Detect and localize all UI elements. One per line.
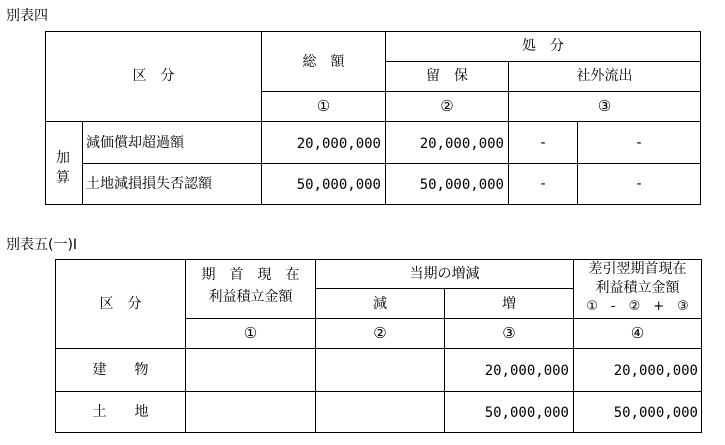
table5-header-category: 区 分 <box>99 296 142 312</box>
table4-header-num3: ③ <box>597 97 612 115</box>
table5-header-opening-line2: 利益積立金額 <box>208 289 293 305</box>
table5-header-change: 当期の増減 <box>409 266 480 282</box>
outflow-value: - <box>540 135 546 151</box>
table4-header-disposal: 処 分 <box>522 38 564 54</box>
outflow-value: - <box>636 135 642 151</box>
table4-header-category: 区 分 <box>132 68 175 84</box>
row-label: 減価償却超過額 <box>86 135 184 151</box>
table4-header-outflow: 社外流出 <box>576 68 633 84</box>
table5-header-num3: ③ <box>502 324 516 342</box>
table5-header-opening-line1: 期 首 現 在 <box>201 267 300 283</box>
increase-value: 50,000,000 <box>484 405 569 421</box>
table5-header-next-line2: 利益積立金額 <box>595 280 680 296</box>
table5-caption: 別表五(一)Ⅰ <box>6 237 78 253</box>
table4-header-num2: ② <box>440 97 454 115</box>
next-value: 20,000,000 <box>613 363 698 379</box>
row-label: 建 物 <box>92 362 149 378</box>
row-label: 土 地 <box>92 404 149 420</box>
increase-value: 20,000,000 <box>484 363 569 379</box>
retained-value: 20,000,000 <box>419 136 504 152</box>
table5-header-increase: 増 <box>502 296 516 312</box>
retained-value: 50,000,000 <box>419 177 504 193</box>
table5-header-num1: ① <box>243 324 258 342</box>
row-label: 土地減損損失否認額 <box>86 176 212 192</box>
table5-header-num4: ④ <box>630 324 645 342</box>
table4-header-num1: ① <box>316 97 331 115</box>
outflow-value: - <box>540 176 546 192</box>
outflow-value: - <box>636 176 642 192</box>
table5-header-decrease: 減 <box>373 296 387 312</box>
table5-header-next-line1: 差引翌期首現在 <box>588 261 687 277</box>
table4-header-retained: 留 保 <box>426 68 468 84</box>
table4-group-label: 加算 <box>56 150 70 186</box>
table4-header-total: 総 額 <box>302 54 345 70</box>
table4-caption: 別表四 <box>6 8 48 24</box>
total-value: 20,000,000 <box>296 136 381 152</box>
next-value: 50,000,000 <box>613 405 698 421</box>
total-value: 50,000,000 <box>296 177 381 193</box>
table5-header-num2: ② <box>373 324 387 342</box>
table5-header-next-line3: ① - ② + ③ <box>586 299 689 314</box>
